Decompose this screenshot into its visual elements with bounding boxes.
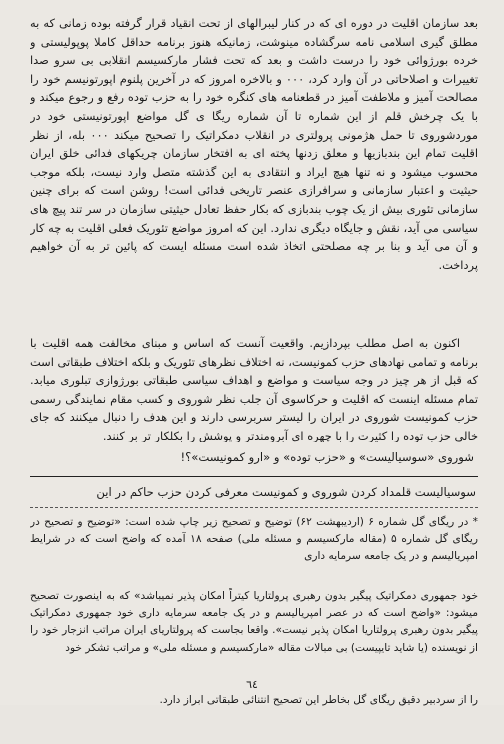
footnote-paragraph-3: را از سردبیر دقیق ریگای گل بخاطر این تصحیح انتنائی طبقاتی ابراز دارد. xyxy=(159,694,478,706)
body-paragraph-2: اکنون به اصل مطلب بپردازیم. واقعیت آنست که اساس و مبنای مخالفت همه اقلیت با برنامه و تمامی نهادهای حزب کمونیست، نه اختلاف نظرهای تئوریک و بلکه اختلاف طبقاتی است که قبل از هر چیز در وجه سیاست و مواضع و اهداف سیاسی طبقاتی بورژوازی تبلوری میابد. تمام مسئله اینست که اقلیت و حرکاسوی آن جلب نظر شوروی و کسب مقام نمایندگی رسمی حزب کمونیست شوروی در ایران را لیستر سربرسی دارند و این هدف را دنبال میکنند که جای خالی حزب توده را کثیرت را با چهره ای آبرومندتر و پوشش را بکلکار تر بر کنند. xyxy=(30,336,478,442)
footnote-separator xyxy=(30,507,478,508)
footnote-paragraph-2: خود جمهوری دمکراتیک پیگیر بدون رهبری پرولتاریا کیتراً امکان پذیر نمیباشد» که به اینصورت تصحیح میشود: «واضح است که در عصر امپریالیسم و در یک جامعه سرمایه داری خود جمهوری دمکراتیک پیگیر بدون رهبری پرولتاریا امکان پذیر نیست». واقعا بجاست که پرولتاریای ایران مراتب انزجار خود را از نویسنده (یا شاید تایپیست) بی مبالات مقاله «مارکسیسم و مسئله ملی» و مراتب تشکر خود xyxy=(30,590,478,654)
footnote-paragraph-1: * در ریگای گل شماره ۶ (اردیبهشت ۶۲) توضیح و تصحیح زیر چاپ شده است: «توضیح و تصحیح در ریگای گل شماره ۵ (مقاله مارکسیسم و مسئله ملی) صفحه ۱۸ آمده که واضح است که در شرایط امپریالیسم و در یک جامعه سرمایه داری xyxy=(30,516,478,563)
section-headline: شوروی «سوسیالیست» و «حزب توده» و «ارو کمونیست»؟! xyxy=(180,450,474,464)
page-number: ٦٤ xyxy=(246,678,258,691)
divider-rule xyxy=(30,476,478,477)
section-subheadline: سوسیالیست قلمداد کردن شوروی و کمونیست معرفی کردن حزب حاکم در این xyxy=(96,485,476,499)
body-paragraph-1: بعد سازمان اقلیت در دوره ای که در کنار لیبرالهای از تحت انقیاد قرار گرفته بوده زمانی که به مطلق گیری اسلامی نامه سرگشاده مینوشت، زمانیکه هنوز برنامه حداقل کاملا پوپولیستی و خرده بورژوائی خود را درست داشت و بعد که تحت فشار مارکسیسم انقلابی بی سرو صدا تغییرات و اصلاحاتی در آن وارد کرد، ۰۰۰ و بالاخره امروز که در آخرین پلنوم اپورتونیسم خود را مصالحت آمیز و ملاطفت آمیز در قطعنامه های کنگره خود را به حزب توده رفع و رجوع میکند و با یک چرخش قلم از این شماره تا آن شماره ریگا ی گل مواضع اپورتونیستی خود در موردشوروی تا حمل هژمونی پرولتری در انقلاب دمکراتیک را تصحیح میکند ۰۰۰ بله، از نظر اقلیت تمام این بندبازیها و معلق زدنها پخته ای به افتخار سازمان چریکهای فدائی خلق ایران محسوب میشود و نه تنها هیچ ایراد و انتقادی به این گذشته متصل وارد نیست، بلکه موجب حیثیت و اعتبار سازمانی و سرافرازی عنصر تاریخی فدائی است! روشن است که برای چنین سازمانی تئوری بیش از یک چوب بندبازی که بکار حفظ تعادل حیثیتی سازمان در سر تند پیچ های سیاسی می آید، نقش و جایگاه دیگری ندارد. این که امروز مواضع تئوریک فعلی اقلیت به چه کار و آن می آید و بنا بر چه مصلحتی اتخاذ شده است مسئله ایست که پائین تر به آن خواهیم پرداخت. xyxy=(30,16,478,272)
